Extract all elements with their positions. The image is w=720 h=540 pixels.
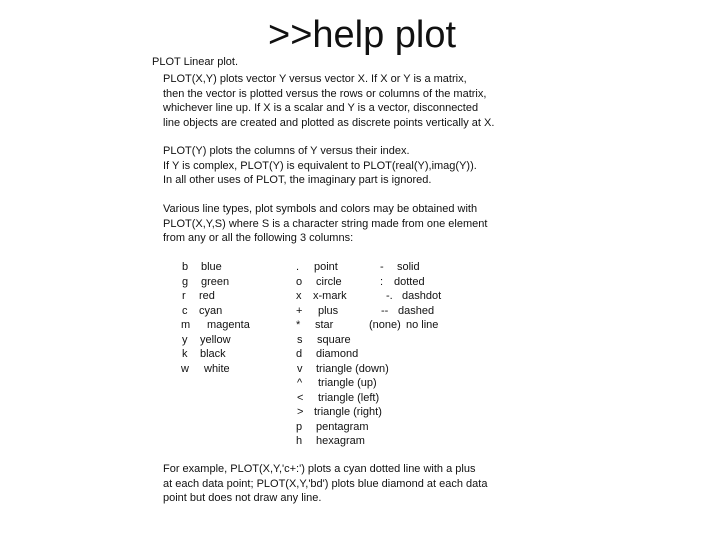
color-name: yellow xyxy=(200,333,231,346)
linestyle-code: -. xyxy=(386,290,393,302)
marker-name: triangle (down) xyxy=(316,362,389,375)
paragraph-line: In all other uses of PLOT, the imaginary part is ignored. xyxy=(163,174,432,186)
marker-code: v xyxy=(297,362,303,375)
color-code: y xyxy=(182,333,188,346)
marker-code: > xyxy=(297,406,304,418)
marker-name: triangle (up) xyxy=(318,377,377,389)
color-name: white xyxy=(204,362,230,375)
paragraph-line: If Y is complex, PLOT(Y) is equivalent to PLOT(real(Y),imag(Y)). xyxy=(163,159,477,172)
marker-name: triangle (left) xyxy=(318,391,380,404)
marker-name: pentagram xyxy=(316,420,369,433)
intro-line: whichever line up. If X is a scalar and Y is a vector, disconnected xyxy=(163,102,479,114)
marker-code: * xyxy=(296,319,301,331)
color-name: green xyxy=(201,275,230,288)
marker-name: point xyxy=(314,261,338,273)
linestyle-name: no line xyxy=(406,319,439,331)
marker-name: star xyxy=(315,319,334,331)
marker-name: plus xyxy=(318,304,339,317)
marker-code: < xyxy=(297,391,304,404)
paragraph-line: PLOT(Y) plots the columns of Y versus their index. xyxy=(163,145,410,157)
color-code: m xyxy=(181,319,191,331)
linestyle-code: (none) xyxy=(369,319,401,331)
color-code: b xyxy=(182,261,189,273)
marker-code: s xyxy=(297,333,303,346)
linestyle-name: solid xyxy=(397,261,420,273)
color-code: w xyxy=(181,362,189,375)
marker-name: x-mark xyxy=(313,290,347,302)
example-line: at each data point; PLOT(X,Y,'bd') plots blue diamond at each data xyxy=(163,477,488,490)
marker-name: square xyxy=(317,333,351,346)
intro-line: PLOT(X,Y) plots vector Y versus vector X. If X or Y is a matrix, xyxy=(163,73,467,85)
linestyle-code: - xyxy=(380,261,384,273)
marker-name: circle xyxy=(316,275,342,288)
linestyle-name: dotted xyxy=(394,275,425,288)
linestyle-name: dashed xyxy=(398,304,435,317)
help-heading: PLOT Linear plot. xyxy=(152,56,239,68)
page-title: >>help plot xyxy=(268,14,457,56)
paragraph-line: PLOT(X,Y,S) where S is a character string made from one element xyxy=(163,217,488,230)
color-code: k xyxy=(182,348,188,360)
marker-code: + xyxy=(296,304,303,317)
marker-code: d xyxy=(296,348,303,360)
marker-name: diamond xyxy=(316,348,359,360)
color-code: r xyxy=(182,290,186,302)
linestyle-code: : xyxy=(380,275,384,288)
color-name: cyan xyxy=(199,304,223,317)
paragraph-line: Various line types, plot symbols and colors may be obtained with xyxy=(163,203,478,215)
linestyle-code: -- xyxy=(381,304,389,317)
marker-code: p xyxy=(296,420,303,433)
color-code: g xyxy=(182,275,189,288)
color-code: c xyxy=(182,304,188,317)
paragraph-line: from any or all the following 3 columns: xyxy=(163,232,354,244)
marker-code: ^ xyxy=(297,377,303,389)
color-name: red xyxy=(199,290,215,302)
marker-code: x xyxy=(296,290,302,302)
marker-name: hexagram xyxy=(316,435,365,447)
intro-line: line objects are created and plotted as discrete points vertically at X. xyxy=(163,116,495,129)
linestyle-name: dashdot xyxy=(402,290,442,302)
marker-name: triangle (right) xyxy=(314,406,382,418)
example-line: point but does not draw any line. xyxy=(163,492,322,504)
marker-code: h xyxy=(296,435,303,447)
example-line: For example, PLOT(X,Y,'c+:') plots a cyan dotted line with a plus xyxy=(163,463,476,475)
color-name: black xyxy=(200,348,226,360)
color-name: blue xyxy=(201,261,222,273)
intro-line: then the vector is plotted versus the rows or columns of the matrix, xyxy=(163,87,487,100)
marker-code: . xyxy=(296,261,300,273)
color-name: magenta xyxy=(207,319,250,331)
marker-code: o xyxy=(296,275,303,288)
